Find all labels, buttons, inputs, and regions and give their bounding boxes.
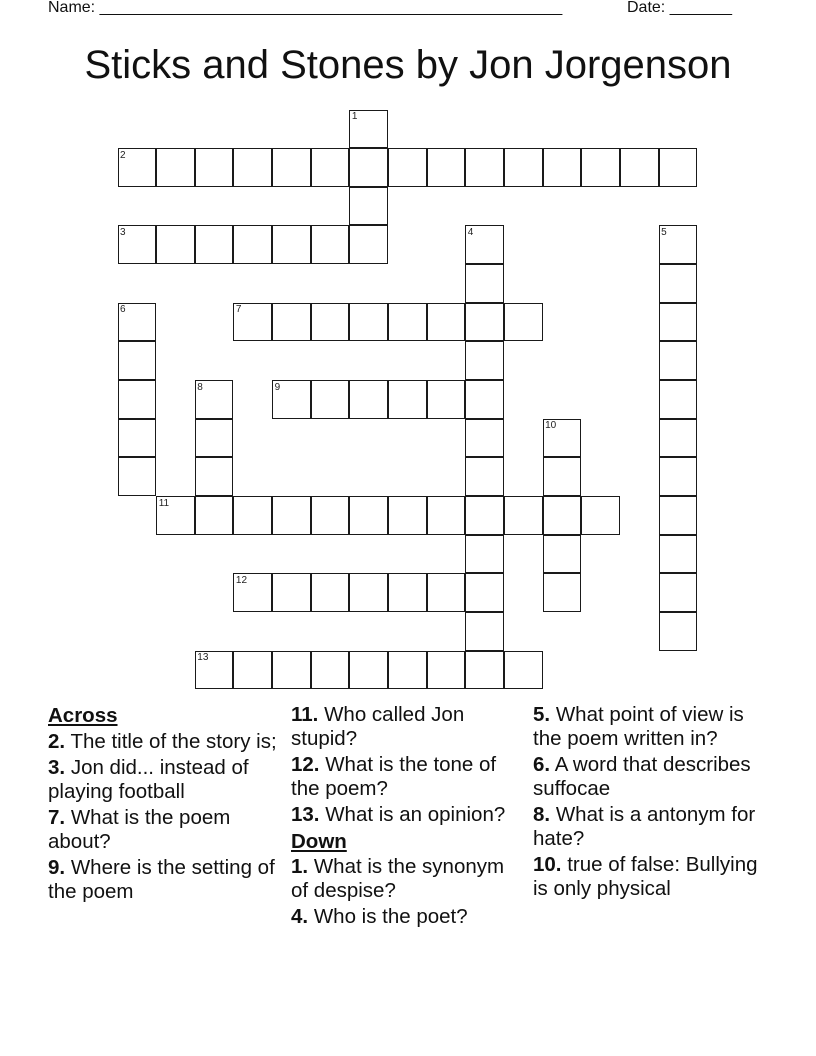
grid-cell[interactable]	[465, 535, 504, 574]
grid-cell[interactable]	[311, 303, 350, 342]
cell-number: 2	[120, 149, 126, 161]
grid-cell[interactable]	[195, 148, 234, 187]
grid-cell[interactable]	[156, 225, 195, 264]
clue-across-2	[48, 730, 278, 754]
grid-cell[interactable]	[465, 573, 504, 612]
grid-cell[interactable]	[427, 573, 466, 612]
grid-cell[interactable]	[388, 496, 427, 535]
grid-cell[interactable]	[195, 496, 234, 535]
date-field[interactable]: Date: _______	[627, 0, 732, 16]
grid-cell[interactable]	[465, 341, 504, 380]
clue-text: Where is the setting of the poem	[48, 856, 275, 903]
grid-cell[interactable]	[543, 535, 582, 574]
grid-cell[interactable]	[118, 303, 157, 342]
grid-cell[interactable]	[620, 148, 659, 187]
grid-cell[interactable]	[311, 225, 350, 264]
name-field[interactable]: Name: ____________________________________________________	[48, 0, 563, 16]
grid-cell[interactable]	[659, 573, 698, 612]
clue-text: Who is the poet?	[313, 905, 468, 928]
grid-cell[interactable]	[118, 225, 157, 264]
clue-across-13	[291, 803, 526, 827]
grid-cell[interactable]	[543, 573, 582, 612]
grid-cell[interactable]	[311, 496, 350, 535]
grid-cell[interactable]	[427, 380, 466, 419]
grid-cell[interactable]	[388, 651, 427, 690]
grid-cell[interactable]	[349, 303, 388, 342]
grid-cell[interactable]	[233, 573, 272, 612]
grid-cell[interactable]	[195, 651, 234, 690]
grid-cell[interactable]	[195, 380, 234, 419]
grid-cell[interactable]	[659, 148, 698, 187]
cell-number: 4	[467, 226, 474, 238]
clue-text: What is an opinion?	[325, 803, 506, 826]
grid-cell[interactable]	[272, 496, 311, 535]
grid-cell[interactable]	[465, 303, 504, 342]
clue-number: 13.	[291, 803, 320, 826]
grid-cell[interactable]	[465, 419, 504, 458]
cell-number: 9	[274, 381, 281, 393]
grid-cell[interactable]	[195, 419, 234, 458]
grid-cell[interactable]	[659, 380, 698, 419]
clue-number: 12.	[291, 753, 320, 776]
clue-down-1	[291, 855, 526, 902]
clues-column-1	[48, 703, 278, 906]
grid-cell[interactable]	[349, 380, 388, 419]
grid-cell[interactable]	[388, 380, 427, 419]
grid-cell[interactable]	[504, 651, 543, 690]
clue-number: 11.	[291, 703, 319, 726]
grid-cell[interactable]	[581, 496, 620, 535]
grid-cell[interactable]	[272, 148, 311, 187]
grid-cell[interactable]	[388, 303, 427, 342]
grid-cell[interactable]	[311, 380, 350, 419]
grid-cell[interactable]	[118, 419, 157, 458]
grid-cell[interactable]	[388, 573, 427, 612]
clue-across-12	[291, 753, 526, 800]
grid-cell[interactable]	[311, 573, 350, 612]
grid-cell[interactable]	[465, 496, 504, 535]
grid-cell[interactable]	[233, 651, 272, 690]
grid-cell[interactable]	[465, 264, 504, 303]
clue-down-4	[291, 905, 526, 929]
grid-cell[interactable]	[465, 651, 504, 690]
grid-cell[interactable]	[504, 303, 543, 342]
clue-text: What is the poem about?	[48, 806, 231, 853]
grid-cell[interactable]	[233, 303, 272, 342]
cell-number: 6	[120, 304, 126, 316]
clue-across-9	[48, 856, 278, 903]
grid-cell[interactable]	[349, 651, 388, 690]
grid-cell[interactable]	[543, 148, 582, 187]
grid-cell[interactable]	[118, 341, 157, 380]
cell-number: 7	[235, 304, 242, 316]
across-heading: Across	[48, 704, 118, 727]
clue-down-8	[533, 803, 773, 850]
grid-cell[interactable]	[465, 612, 504, 651]
clue-text: A word that describes suffocae	[533, 753, 751, 800]
grid-cell[interactable]	[311, 651, 350, 690]
clue-across-11	[291, 703, 526, 750]
grid-cell[interactable]	[465, 225, 504, 264]
grid-cell[interactable]	[272, 651, 311, 690]
clue-text: What point of view is the poem written in?	[533, 703, 744, 750]
clue-across-3	[48, 756, 278, 803]
grid-cell[interactable]	[272, 225, 311, 264]
clue-number: 4.	[291, 905, 309, 928]
grid-cell[interactable]	[659, 535, 698, 574]
clues-column-2	[291, 703, 526, 932]
grid-cell[interactable]	[118, 457, 157, 496]
puzzle-title: Sticks and Stones by Jon Jorgenson	[84, 43, 732, 87]
cell-number: 8	[197, 381, 203, 393]
grid-cell[interactable]	[581, 148, 620, 187]
grid-cell[interactable]	[427, 651, 466, 690]
grid-cell[interactable]	[465, 457, 504, 496]
clue-number: 6.	[533, 753, 551, 776]
clue-number: 7.	[48, 806, 66, 829]
clue-text: What is a antonym for hate?	[533, 803, 756, 850]
cell-number: 3	[120, 226, 126, 238]
cell-number: 5	[661, 226, 667, 238]
cell-number: 12	[235, 574, 248, 586]
grid-cell[interactable]	[272, 303, 311, 342]
cell-number: 13	[197, 652, 209, 664]
grid-cell[interactable]	[118, 380, 157, 419]
grid-cell[interactable]	[311, 148, 350, 187]
grid-cell[interactable]	[388, 148, 427, 187]
clue-number: 5.	[533, 703, 551, 726]
cell-number: 10	[545, 420, 557, 432]
grid-cell[interactable]	[156, 148, 195, 187]
grid-cell[interactable]	[543, 496, 582, 535]
clue-down-6	[533, 753, 773, 800]
grid-cell[interactable]	[118, 148, 157, 187]
grid-cell[interactable]	[233, 225, 272, 264]
grid-cell[interactable]	[659, 303, 698, 342]
cell-number: 11	[158, 497, 170, 509]
grid-cell[interactable]	[349, 496, 388, 535]
grid-cell[interactable]	[349, 187, 388, 226]
grid-cell[interactable]	[659, 264, 698, 303]
grid-cell[interactable]	[233, 148, 272, 187]
grid-cell[interactable]	[659, 457, 698, 496]
clue-text: true of false: Bullying is only physical	[533, 853, 758, 900]
grid-cell[interactable]	[465, 148, 504, 187]
clue-number: 8.	[533, 803, 551, 826]
grid-cell[interactable]	[195, 225, 234, 264]
grid-cell[interactable]	[543, 419, 582, 458]
clue-text: Who called Jon stupid?	[291, 703, 465, 750]
grid-cell[interactable]	[427, 303, 466, 342]
grid-cell[interactable]	[349, 225, 388, 264]
clue-number: 2.	[48, 729, 66, 753]
grid-cell[interactable]	[504, 148, 543, 187]
grid-cell[interactable]	[543, 457, 582, 496]
grid-cell[interactable]	[349, 110, 388, 149]
clue-number: 3.	[48, 756, 66, 779]
grid-cell[interactable]	[504, 496, 543, 535]
clue-number: 10.	[533, 853, 562, 876]
clue-text: What is the tone of the poem?	[291, 753, 497, 800]
clue-down-10	[533, 853, 773, 900]
grid-cell[interactable]	[659, 341, 698, 380]
grid-cell[interactable]	[272, 380, 311, 419]
clue-number: 1.	[291, 855, 309, 878]
grid-cell[interactable]	[465, 380, 504, 419]
grid-cell[interactable]	[427, 496, 466, 535]
grid-cell[interactable]	[659, 612, 698, 651]
clue-down-5	[533, 703, 773, 750]
clue-text: Jon did... instead of playing football	[48, 756, 249, 803]
grid-cell[interactable]	[195, 457, 234, 496]
grid-cell[interactable]	[659, 496, 698, 535]
grid-cell[interactable]	[659, 419, 698, 458]
clue-text: What is the synonym of despise?	[291, 855, 505, 902]
grid-cell[interactable]	[659, 225, 698, 264]
grid-cell[interactable]	[349, 148, 388, 187]
down-heading: Down	[291, 829, 347, 853]
grid-cell[interactable]	[156, 496, 195, 535]
clue-number: 9.	[48, 856, 66, 879]
clues-column-3	[533, 703, 773, 903]
cell-number: 1	[351, 111, 358, 122]
grid-cell[interactable]	[427, 148, 466, 187]
grid-cell[interactable]	[272, 573, 311, 612]
grid-cell[interactable]	[233, 496, 272, 535]
clue-text: The title of the story is;	[70, 729, 277, 753]
clue-across-7	[48, 806, 278, 853]
grid-cell[interactable]	[349, 573, 388, 612]
